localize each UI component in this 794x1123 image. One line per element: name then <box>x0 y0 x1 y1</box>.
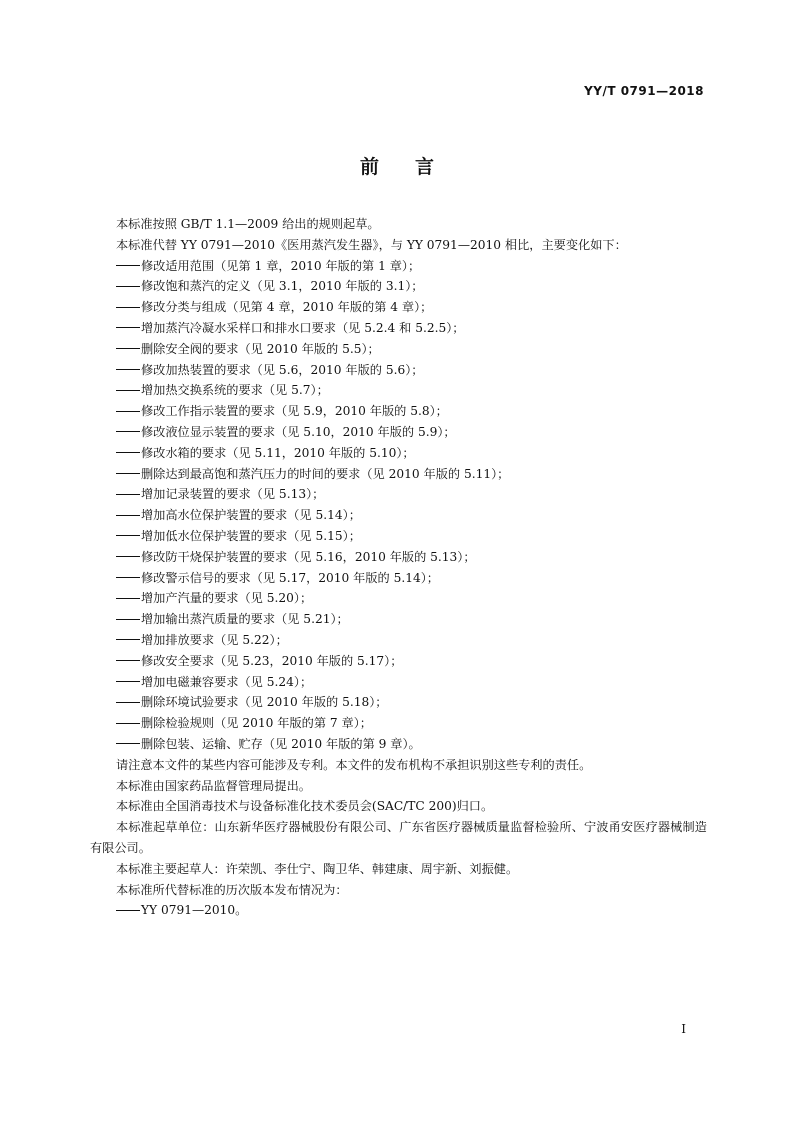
change-item-text: 增加输出蒸汽质量的要求（见 5.21）； <box>141 612 349 627</box>
change-item <box>90 422 707 443</box>
change-item-text: 修改液位显示装置的要求（见 5.10，2010 年版的 5.9）； <box>141 424 456 439</box>
change-item-text: 修改饱和蒸汽的定义（见 3.1，2010 年版的 3.1）； <box>141 279 424 294</box>
change-item <box>90 609 707 630</box>
dash-icon <box>116 406 140 418</box>
change-item-text: 修改防干烧保护装置的要求（见 5.16，2010 年版的 5.13）； <box>141 549 476 564</box>
change-item-text: 增加排放要求（见 5.22）； <box>141 632 288 647</box>
dash-icon <box>116 322 140 334</box>
change-item-text: 修改工作指示装置的要求（见 5.9，2010 年版的 5.8）； <box>141 404 448 419</box>
dash-icon <box>116 426 140 438</box>
change-item <box>90 401 707 422</box>
dash-icon <box>116 489 140 501</box>
change-item <box>90 318 707 339</box>
change-item-text: 删除环境试验要求（见 2010 年版的 5.18）； <box>141 695 388 710</box>
dash-icon <box>116 281 140 293</box>
dash-icon <box>116 738 140 750</box>
change-item-text: 修改适用范围（见第 1 章，2010 年版的第 1 章）； <box>141 258 421 273</box>
dash-icon <box>116 385 140 397</box>
drafting-units-paragraph: 本标准起草单位：山东新华医疗器械股份有限公司、广东省医疗器械质量监督检验所、宁波甬安医疗器械制造有限公司。 <box>90 820 707 855</box>
document-code: YY/T 0791—2018 <box>584 84 704 98</box>
history-version-text: YY 0791—2010。 <box>141 903 248 918</box>
change-item-text: 增加产汽量的要求（见 5.20）； <box>141 591 313 606</box>
page-number: I <box>681 1022 686 1036</box>
dash-icon <box>116 572 140 584</box>
change-item-text: 修改安全要求（见 5.23，2010 年版的 5.17）； <box>141 653 403 668</box>
intro-paragraph: 本标准按照 GB/T 1.1—2009 给出的规则起草。 <box>116 217 380 231</box>
change-item <box>90 505 707 526</box>
change-item-text: 修改警示信号的要求（见 5.17，2010 年版的 5.14）； <box>141 570 439 585</box>
change-item-text: 修改加热装置的要求（见 5.6，2010 年版的 5.6）； <box>141 362 424 377</box>
change-item <box>90 630 707 651</box>
change-item <box>90 360 707 381</box>
intro-paragraph: 本标准代替 YY 0791—2010《医用蒸汽发生器》，与 YY 0791—2010 相比，主要变化如下： <box>116 237 627 252</box>
drafters-paragraph: 本标准主要起草人：许荣凯、李仕宁、陶卫华、韩建康、周宇新、刘振健。 <box>116 861 519 876</box>
change-item <box>90 713 707 734</box>
change-item <box>90 256 707 277</box>
dash-icon <box>116 676 140 688</box>
dash-icon <box>116 718 140 730</box>
dash-icon <box>116 530 140 542</box>
change-item <box>90 526 707 547</box>
change-item <box>90 651 707 672</box>
dash-icon <box>116 260 140 272</box>
change-item <box>90 588 707 609</box>
dash-icon <box>116 905 140 917</box>
change-item-text: 增加低水位保护装置的要求（见 5.15）； <box>141 528 361 543</box>
dash-icon <box>116 364 140 376</box>
change-item <box>90 276 707 297</box>
dash-icon <box>116 468 140 480</box>
dash-icon <box>116 343 140 355</box>
proposer-paragraph: 本标准由国家药品监督管理局提出。 <box>116 778 311 793</box>
change-item <box>90 339 707 360</box>
patent-notice: 请注意本文件的某些内容可能涉及专利。本文件的发布机构不承担识别这些专利的责任。 <box>116 757 592 772</box>
dash-icon <box>116 634 140 646</box>
change-item-text: 修改水箱的要求（见 5.11，2010 年版的 5.10）； <box>141 445 415 460</box>
change-item <box>90 547 707 568</box>
change-item <box>90 692 707 713</box>
page-title: 前言 <box>359 156 470 178</box>
change-item <box>90 297 707 318</box>
foreword-body <box>90 214 707 921</box>
change-item-text: 增加热交换系统的要求（见 5.7）； <box>141 383 329 398</box>
change-item-text: 删除检验规则（见 2010 年版的第 7 章）； <box>141 716 372 731</box>
dash-icon <box>116 447 140 459</box>
dash-icon <box>116 614 140 626</box>
history-intro-paragraph: 本标准所代替标准的历次版本发布情况为： <box>116 882 348 897</box>
change-item-text: 删除包装、运输、贮存（见 2010 年版的第 9 章）。 <box>141 736 421 751</box>
change-item-text: 增加高水位保护装置的要求（见 5.14）； <box>141 508 361 523</box>
change-item <box>90 464 707 485</box>
change-item-text: 增加记录装置的要求（见 5.13）； <box>141 487 325 502</box>
change-item <box>90 443 707 464</box>
change-item-text: 修改分类与组成（见第 4 章，2010 年版的第 4 章）； <box>141 300 433 315</box>
change-item-text: 增加蒸汽冷凝水采样口和排水口要求（见 5.2.4 和 5.2.5）； <box>141 320 465 335</box>
change-item <box>90 734 707 755</box>
dash-icon <box>116 655 140 667</box>
dash-icon <box>116 510 140 522</box>
change-item-text: 删除安全阀的要求（见 2010 年版的 5.5）； <box>141 341 380 356</box>
dash-icon <box>116 551 140 563</box>
change-item-text: 删除达到最高饱和蒸汽压力的时间的要求（见 2010 年版的 5.11）； <box>141 466 510 481</box>
dash-icon <box>116 302 140 314</box>
change-item <box>90 672 707 693</box>
history-version-item <box>90 900 707 921</box>
change-item <box>90 568 707 589</box>
change-item <box>90 380 707 401</box>
change-item <box>90 484 707 505</box>
change-item-text: 增加电磁兼容要求（见 5.24）； <box>141 674 313 689</box>
dash-icon <box>116 697 140 709</box>
dash-icon <box>116 593 140 605</box>
committee-paragraph: 本标准由全国消毒技术与设备标准化技术委员会(SAC/TC 200)归口。 <box>116 799 494 814</box>
